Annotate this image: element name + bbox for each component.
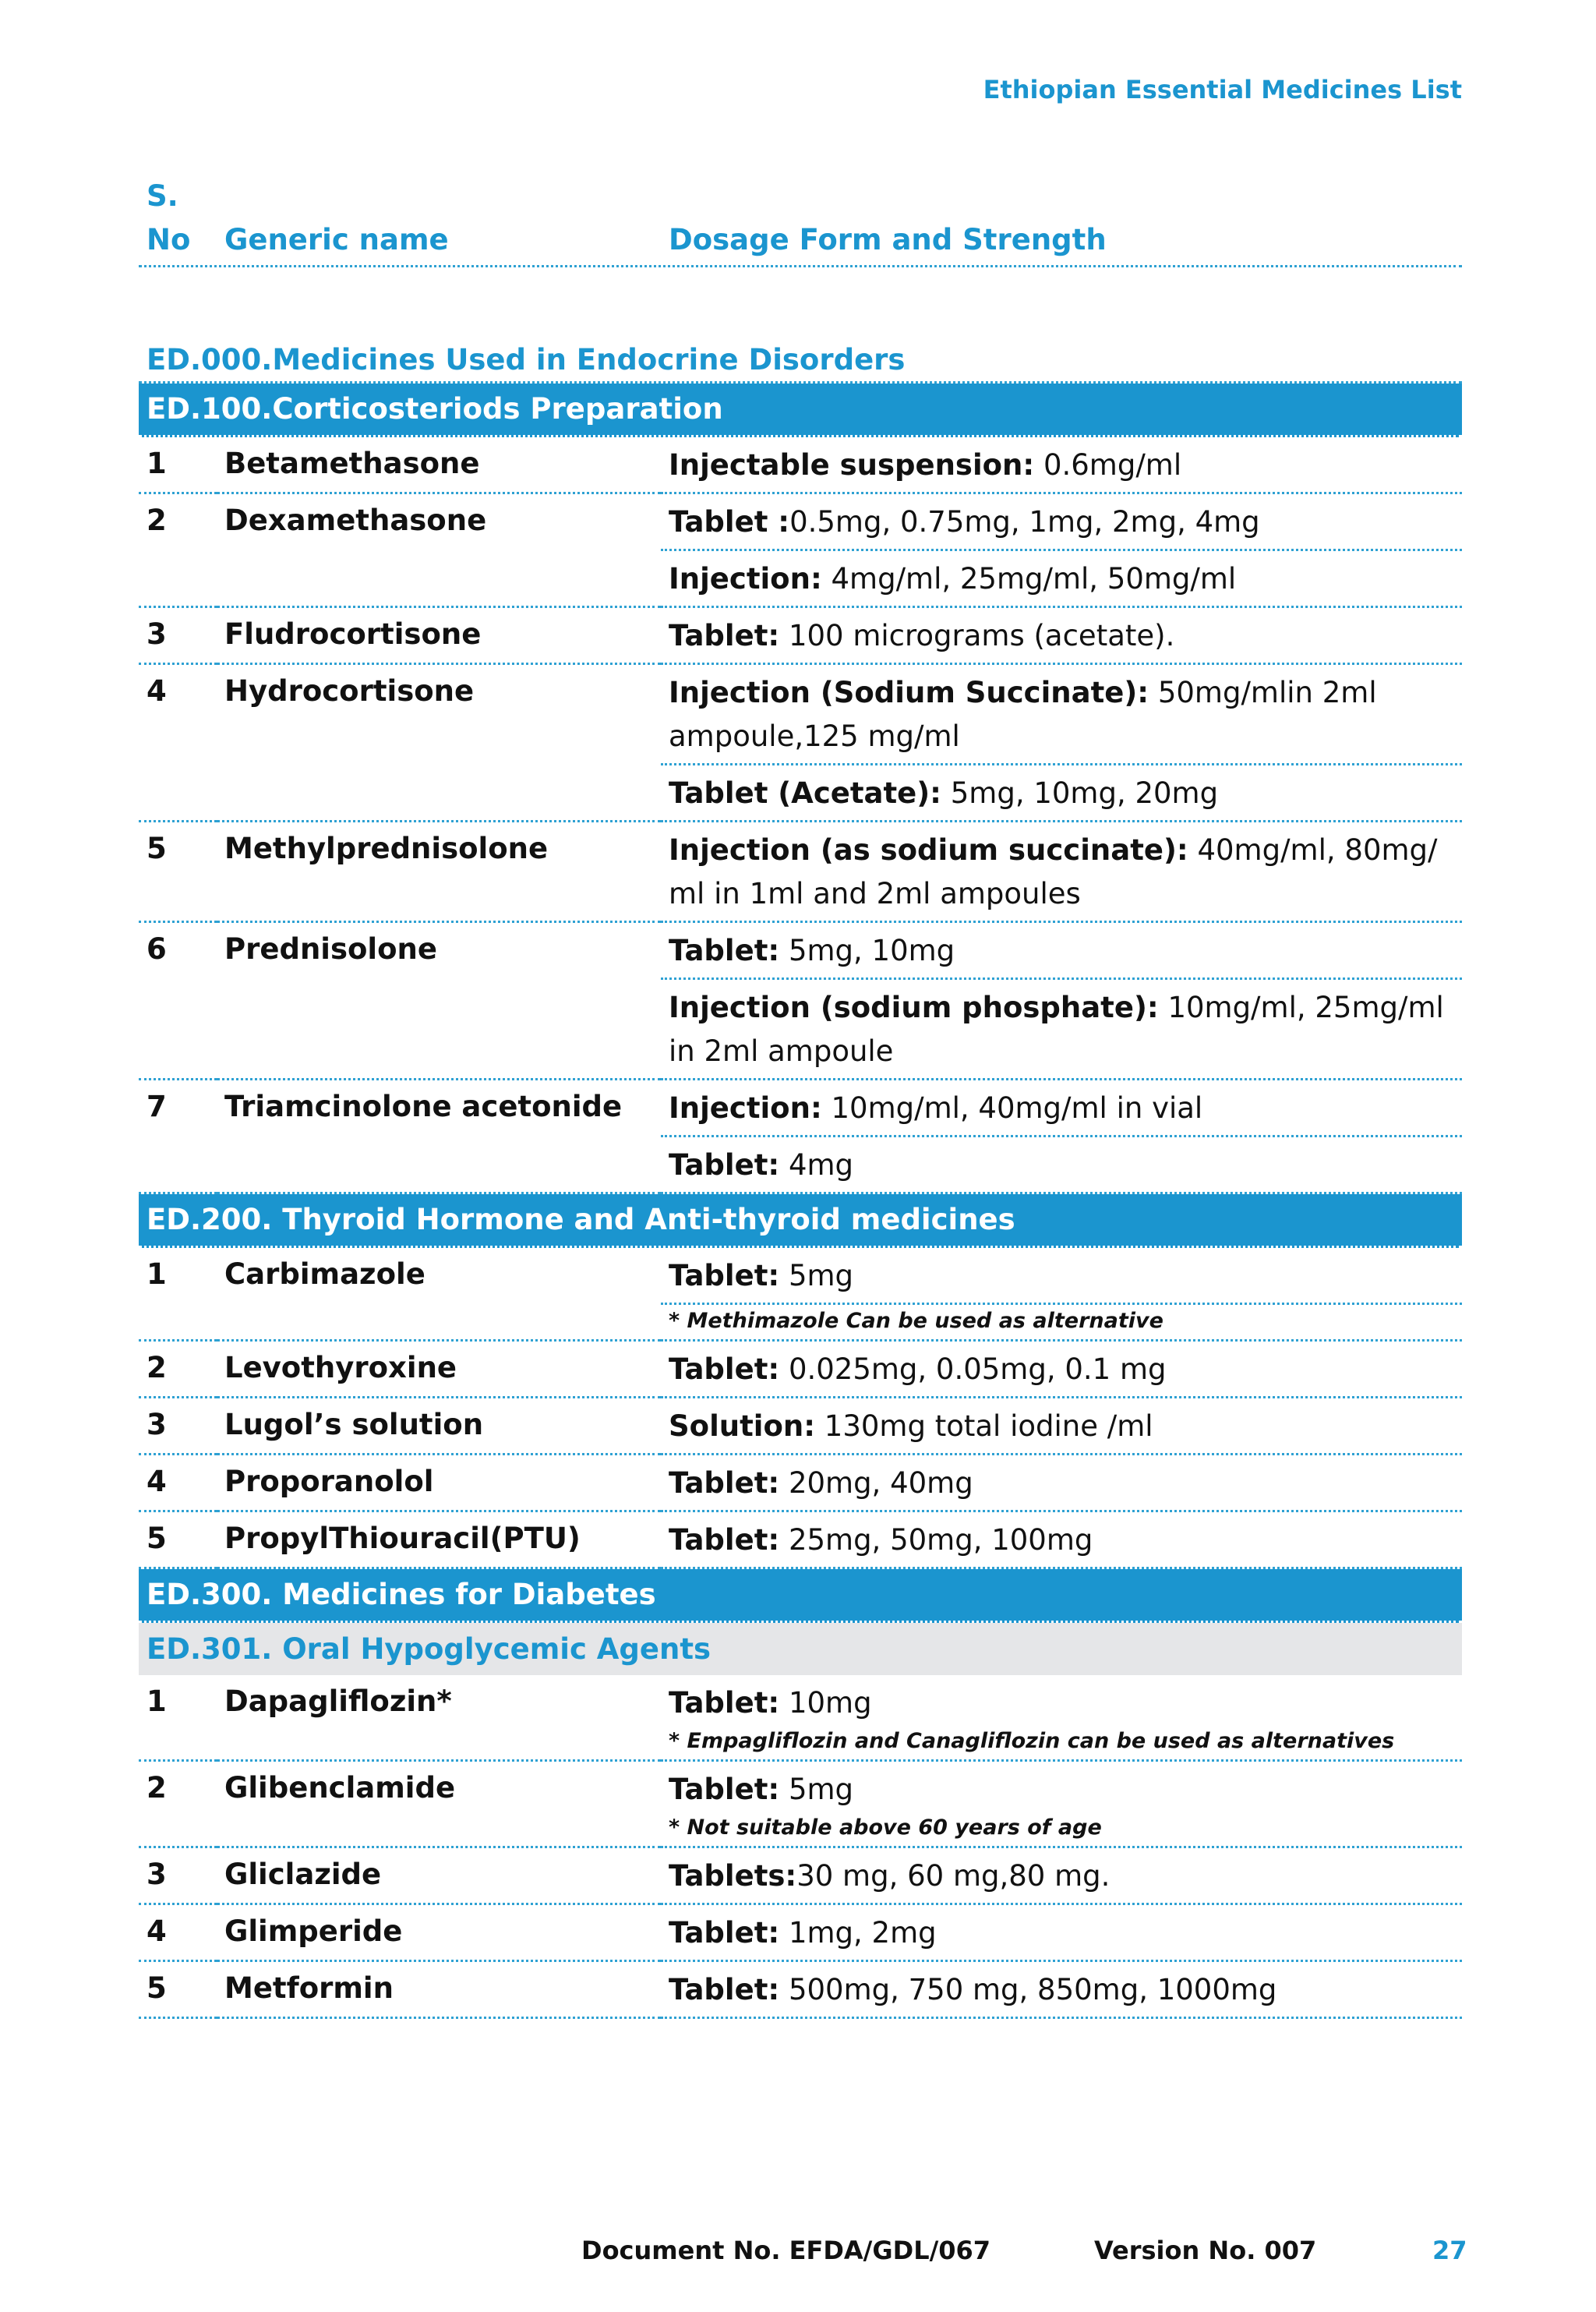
dosage-cell <box>661 1455 1462 1512</box>
dosage-cell <box>661 923 1462 1080</box>
dosage-cell <box>661 1342 1462 1398</box>
serial-number: 5 <box>139 822 217 923</box>
dosage-line <box>661 765 1462 822</box>
table-row <box>139 1080 1462 1194</box>
dosage-form-label: Tablet: <box>669 1148 780 1182</box>
header-dosage-form: Dosage Form and Strength <box>669 223 1107 256</box>
dosage-cell <box>661 608 1462 665</box>
dosage-form-label: Tablets: <box>669 1859 797 1893</box>
generic-name: Gliclazide <box>217 1848 661 1905</box>
serial-number: 3 <box>139 1398 217 1455</box>
dosage-line <box>661 1455 1462 1512</box>
serial-number: 3 <box>139 1848 217 1905</box>
dosage-strength: 500mg, 750 mg, 850mg, 1000mg <box>779 1973 1277 2006</box>
dosage-line <box>661 980 1462 1080</box>
dosage-note: * Empagliflozin and Canagliflozin can be used as alternatives <box>669 1729 1395 1753</box>
dosage-line <box>661 1762 1462 1848</box>
dosage-line <box>661 1398 1462 1455</box>
dosage-form-label: Injection (as sodium succinate): <box>669 833 1188 867</box>
table-row <box>139 494 1462 608</box>
dosage-strength: 4mg/ml, 25mg/ml, 50mg/ml <box>821 562 1237 596</box>
dosage-line <box>661 822 1462 923</box>
dosage-cell <box>661 1905 1462 1962</box>
dosage-form-label: Injection: <box>669 562 822 596</box>
footer-version-number: Version No. 007 <box>1094 2236 1317 2265</box>
dosage-strength: 0.025mg, 0.05mg, 0.1 mg <box>779 1352 1167 1386</box>
footer-document-number: Document No. EFDA/GDL/067 <box>581 2236 991 2265</box>
serial-number: 4 <box>139 1455 217 1512</box>
generic-name: Triamcinolone acetonide <box>217 1080 661 1194</box>
page-number: 27 <box>1432 2236 1467 2265</box>
serial-number: 2 <box>139 1342 217 1398</box>
generic-name: Lugol’s solution <box>217 1398 661 1455</box>
dosage-cell <box>661 1675 1462 1762</box>
table-row <box>139 822 1462 923</box>
serial-number: 1 <box>139 1248 217 1342</box>
dosage-form-label: Tablet: <box>669 1686 780 1720</box>
serial-number: 2 <box>139 494 217 608</box>
dosage-strength: 10mg <box>779 1686 872 1720</box>
dosage-line <box>661 1080 1462 1137</box>
dosage-line <box>661 437 1462 494</box>
generic-name: Betamethasone <box>217 437 661 494</box>
dosage-strength: 0.6mg/ml <box>1034 448 1182 482</box>
table-row <box>139 1398 1462 1455</box>
dosage-strength: 25mg, 50mg, 100mg <box>779 1523 1093 1557</box>
medicines-table <box>139 173 1462 2019</box>
dosage-form-label: Tablet: <box>669 1973 780 2006</box>
table-row <box>139 1675 1462 1762</box>
table-row <box>139 1512 1462 1569</box>
dosage-line <box>661 1905 1462 1962</box>
dosage-line <box>661 1137 1462 1194</box>
dosage-line <box>661 1848 1462 1905</box>
table-row <box>139 1905 1462 1962</box>
generic-name: Levothyroxine <box>217 1342 661 1398</box>
table-row <box>139 1248 1462 1342</box>
dosage-form-label: Tablet: <box>669 934 780 967</box>
dosage-strength: 10mg/ml, 40mg/ml in vial <box>821 1091 1203 1125</box>
table-row <box>139 1848 1462 1905</box>
serial-number: 6 <box>139 923 217 1080</box>
generic-name: Dexamethasone <box>217 494 661 608</box>
dosage-form-label: Injectable suspension: <box>669 448 1035 482</box>
serial-number: 1 <box>139 1675 217 1762</box>
dosage-line <box>661 608 1462 665</box>
header-s: S. <box>147 179 178 213</box>
section-body-ed200 <box>139 1248 1462 1569</box>
generic-name: Proporanolol <box>217 1455 661 1512</box>
header-generic-name: Generic name <box>224 223 449 256</box>
header-no: No <box>147 223 191 256</box>
generic-name: PropylThiouracil(PTU) <box>217 1512 661 1569</box>
dosage-form-label: Solution: <box>669 1409 816 1443</box>
table-row <box>139 608 1462 665</box>
generic-name: Prednisolone <box>217 923 661 1080</box>
dosage-form-label: Injection: <box>669 1091 822 1125</box>
dosage-line <box>661 1248 1462 1305</box>
dosage-line <box>661 665 1462 765</box>
dosage-cell <box>661 822 1462 923</box>
section-body-ed100 <box>139 437 1462 1194</box>
generic-name: Carbimazole <box>217 1248 661 1342</box>
table-row <box>139 1342 1462 1398</box>
dosage-line <box>661 1342 1462 1398</box>
section-heading-ed300: ED.300. Medicines for Diabetes <box>139 1569 1462 1623</box>
dosage-strength: 10mg/ml, 25mg/ml in 2ml ampoule <box>669 991 1444 1068</box>
dosage-cell <box>661 1080 1462 1194</box>
dosage-strength: 50mg/mlin 2ml ampoule,125 mg/ml <box>669 676 1377 753</box>
dosage-cell <box>661 665 1462 822</box>
generic-name: Hydrocortisone <box>217 665 661 822</box>
generic-name: Glimperide <box>217 1905 661 1962</box>
generic-name: Glibenclamide <box>217 1762 661 1848</box>
dosage-line <box>661 551 1462 608</box>
dosage-cell <box>661 494 1462 608</box>
running-header: Ethiopian Essential Medicines List <box>983 75 1462 104</box>
dosage-strength: 5mg <box>779 1773 854 1806</box>
dosage-line <box>661 1962 1462 2019</box>
dosage-strength: 5mg, 10mg <box>779 934 955 967</box>
serial-number: 2 <box>139 1762 217 1848</box>
table-row <box>139 665 1462 822</box>
section-heading-ed100: ED.100.Corticosteriods Preparation <box>139 384 1462 437</box>
dosage-form-label: Injection (sodium phosphate): <box>669 991 1159 1024</box>
dosage-cell <box>661 1512 1462 1569</box>
dosage-form-label: Tablet: <box>669 619 780 652</box>
dosage-cell <box>661 1762 1462 1848</box>
table-row <box>139 1762 1462 1848</box>
dosage-strength: 40mg/ml, 80mg/ ml in 1ml and 2ml ampoules <box>669 833 1438 910</box>
serial-number: 3 <box>139 608 217 665</box>
dosage-strength: 1mg, 2mg <box>779 1916 937 1950</box>
dosage-cell <box>661 1398 1462 1455</box>
dosage-note: * Not suitable above 60 years of age <box>669 1815 1102 1840</box>
dosage-form-label: Tablet (Acetate): <box>669 776 941 810</box>
dosage-note: * Methimazole Can be used as alternative <box>669 1309 1163 1333</box>
serial-number: 4 <box>139 665 217 822</box>
section-heading-ed301: ED.301. Oral Hypoglycemic Agents <box>139 1623 1462 1675</box>
dosage-form-label: Tablet: <box>669 1773 780 1806</box>
generic-name: Metformin <box>217 1962 661 2019</box>
serial-number: 5 <box>139 1962 217 2019</box>
generic-name: Dapagliflozin* <box>217 1675 661 1762</box>
section-body-ed301 <box>139 1675 1462 2019</box>
table-header <box>139 173 1462 267</box>
serial-number: 5 <box>139 1512 217 1569</box>
dosage-cell <box>661 437 1462 494</box>
dosage-strength: 4mg <box>779 1148 854 1182</box>
dosage-strength: 5mg, 10mg, 20mg <box>941 776 1219 810</box>
dosage-form-label: Tablet: <box>669 1352 780 1386</box>
dosage-strength: 0.5mg, 0.75mg, 1mg, 2mg, 4mg <box>789 505 1260 539</box>
serial-number: 4 <box>139 1905 217 1962</box>
dosage-strength: 5mg <box>779 1259 854 1292</box>
dosage-form-label: Tablet: <box>669 1916 780 1950</box>
table-row <box>139 923 1462 1080</box>
dosage-form-label: Injection (Sodium Succinate): <box>669 676 1149 709</box>
dosage-strength: 30 mg, 60 mg,80 mg. <box>796 1859 1110 1893</box>
table-row <box>139 1455 1462 1512</box>
dosage-line <box>661 1675 1462 1762</box>
dosage-form-label: Tablet: <box>669 1523 780 1557</box>
dosage-line <box>661 494 1462 551</box>
dosage-form-label: Tablet: <box>669 1466 780 1500</box>
serial-number: 7 <box>139 1080 217 1194</box>
generic-name: Fludrocortisone <box>217 608 661 665</box>
dosage-cell <box>661 1848 1462 1905</box>
section-heading-ed200: ED.200. Thyroid Hormone and Anti-thyroid medicines <box>139 1194 1462 1248</box>
generic-name: Methylprednisolone <box>217 822 661 923</box>
dosage-strength: 130mg total iodine /ml <box>815 1409 1153 1443</box>
dosage-line <box>661 1305 1462 1342</box>
dosage-strength: 20mg, 40mg <box>779 1466 973 1500</box>
dosage-cell <box>661 1962 1462 2019</box>
section-heading-ed000: ED.000.Medicines Used in Endocrine Disorders <box>139 339 1462 384</box>
dosage-line <box>661 1512 1462 1569</box>
dosage-line <box>661 923 1462 980</box>
dosage-cell <box>661 1248 1462 1342</box>
table-row <box>139 437 1462 494</box>
dosage-form-label: Tablet : <box>669 505 790 539</box>
dosage-form-label: Tablet: <box>669 1259 780 1292</box>
table-row <box>139 1962 1462 2019</box>
dosage-strength: 100 micrograms (acetate). <box>779 619 1175 652</box>
serial-number: 1 <box>139 437 217 494</box>
